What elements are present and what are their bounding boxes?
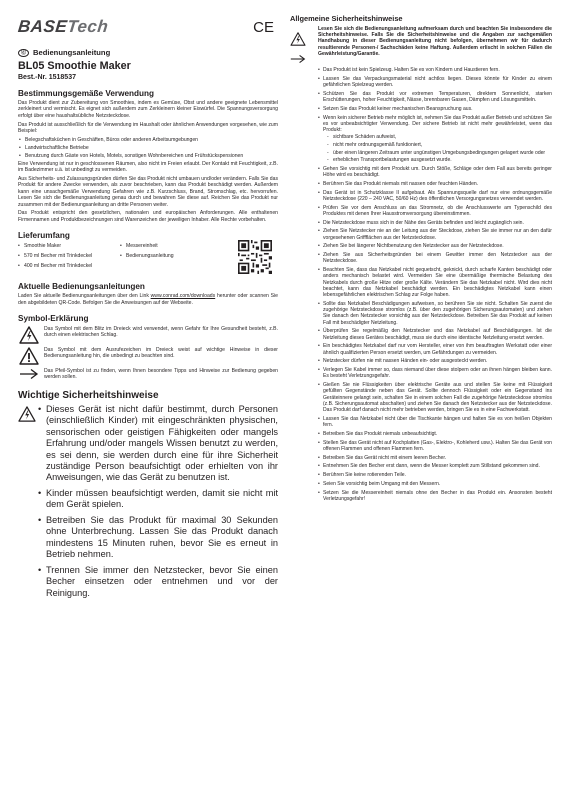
order-number: Best.-Nr. 1518537	[18, 74, 76, 81]
list-item: • 400 ml Becher mit Trinkdeckel	[18, 263, 120, 269]
list-item: • Trennen Sie immer den Netzstecker, bevor Sie einen Becher einsetzen oder entnehmen und vor der Reinigung.	[38, 565, 278, 599]
list-item: • Das Produkt ist kein Spielzeug. Halten Sie es von Kindern und Haustieren fern.	[318, 67, 552, 73]
general-safety-intro	[290, 26, 552, 64]
list-item: • Gießen Sie nie Flüssigkeiten über elektrische Geräte aus und stellen Sie keine mit Flüssigkeit gefüllten Gegenstände neben das Gerät. Sollte dennoch Flüssigkeit oder ein Gegenstand ins Geräteinnere gelangt sein, schalten Sie in einem solchen Fall die zugehörige Netzsteckdose stromlos (z.B. Sicherungsautomat abschalten) und ziehen Sie danach den Netzstecker aus der Netzsteckdose. Das Produkt darf danach nicht mehr betrieben werden, bringen Sie es in eine Fachwerkstatt.	[318, 382, 552, 413]
intended-use-text-3: Eine Verwendung ist nur in geschlossenen Räumen, also nicht im Freien erlaubt. Der Kontakt mit Feuchtigkeit, z.B. im Badezimmer u.ä. ist unbedingt zu vermeiden.	[18, 160, 278, 174]
list-item: • Berühren Sie das Produkt niemals mit nassen oder feuchten Händen.	[318, 181, 552, 187]
symbol-text-exclamation: Das Symbol mit dem Ausrufezeichen im Dreieck weist auf wichtige Hinweise in dieser Bedienungsanleitung hin, die unbedingt zu beachten sind.	[44, 347, 278, 360]
symbol-row-arrow	[18, 368, 278, 381]
list-item: - nicht mehr ordnungsgemäß funktioniert,	[327, 142, 552, 148]
exclamation-warning-icon	[19, 347, 39, 365]
general-safety-intro-text: Lesen Sie sich die Bedienungsanleitung aufmerksam durch und beachten Sie insbesondere die Sicherheitshinweise. Falls Sie die Sicherheitshinweise und die Angaben zur sachgemäßen Handhabung in dieser Bedienungsanleitung nicht befolgen, übernehmen wir für dadurch resultierende Personen-/ Sachschäden keine Haftung. Außerdem erlischt in solchen Fällen die Gewährleistung/Garantie.	[318, 26, 552, 57]
list-item: • Betreiben Sie das Gerät nicht mit einem leeren Becher.	[318, 455, 552, 461]
list-item: - sichtbare Schäden aufweist,	[327, 134, 552, 140]
list-item: - erheblichen Transportbelastungen ausgesetzt wurde.	[327, 157, 552, 163]
list-item: • Prüfen Sie vor dem Anschluss an das Stromnetz, ob die Anschlusswerte am Typenschild des Produktes mit denen Ihrer Hausstromversorgung übereinstimmen.	[318, 205, 552, 218]
list-item: • Belegschaftsküchen in Geschäften, Büros oder anderen Arbeitsumgebungen	[18, 137, 278, 143]
list-item: • Ziehen Sie Netzstecker nie an der Leitung aus der Steckdose, ziehen Sie sie immer nur an den dafür vorgesehenen Griffflächen aus der Netzsteckdose.	[318, 228, 552, 241]
manuals-heading: Aktuelle Bedienungsanleitungen	[18, 282, 145, 292]
general-safety-heading: Allgemeine Sicherheitshinweise	[290, 14, 403, 23]
list-item: • Netzstecker dürfen nie mit nassen Händen ein- oder ausgesteckt werden.	[318, 358, 552, 364]
list-item: • Setzen Sie die Messereinheit niemals ohne den Becher in das Produkt ein. Ansonsten besteht Verletzungsgefahr!	[318, 490, 552, 503]
operating-manual-label: Bedienungsanleitung	[33, 48, 111, 57]
safety-list	[38, 404, 278, 603]
list-item: • Setzen Sie das Produkt keiner mechanischen Beanspruchung aus.	[318, 106, 552, 112]
intended-use-text-4: Aus Sicherheits- und Zulassungsgründen dürfen Sie das Produkt nicht umbauen und/oder verändern. Falls Sie das Produkt für andere Zwecke verwenden, als zuvor beschrieben, kann das Produkt beschädigt werden. Außerdem kann eine unsachgemäße Verwendung Gefahren wie z.B. Kurzschluss, Brand, Stromschlag, etc. hervorrufen. Lesen Sie sich die Bedienungsanleitung genau durch und bewahren Sie diese auf. Reichen Sie das Produkt nur zusammen mit der Bedienungsanleitung an dritte Personen weiter.	[18, 176, 278, 208]
downloads-link[interactable]: www.conrad.com/downloads	[150, 293, 216, 300]
list-item: • Benutzung durch Gäste von Hotels, Motels, sonstigen Wohnbereichen und Frühstückspensionen	[18, 153, 278, 159]
list-item: • Verlegen Sie Kabel immer so, dass niemand über diese stolpern oder an ihnen hängen bleiben kann. Es besteht Verletzungsgefahr.	[318, 367, 552, 380]
symbols-heading: Symbol-Erklärung	[18, 314, 89, 324]
safety-heading: Wichtige Sicherheitshinweise	[18, 389, 159, 401]
list-item: • Berühren Sie keine rotierenden Teile.	[318, 472, 552, 478]
manuals-text: Laden Sie aktuelle Bedienungsanleitungen über den Link www.conrad.com/downloads herunter oder scannen Sie den abgebildeten QR-Code. Befolgen Sie die Anweisungen auf der Webseite.	[18, 293, 278, 306]
list-item: • Ziehen Sie aus Sicherheitsgründen bei einem Gewitter immer den Netzstecker aus der Netzsteckdose.	[318, 252, 552, 265]
list-item: • Smoothie Maker	[18, 243, 120, 249]
operating-manual-line	[18, 48, 278, 57]
list-item: • Entnehmen Sie den Becher erst dann, wenn die Messer komplett zum Stillstand gekommen sind.	[318, 463, 552, 469]
unsafe-conditions-list	[327, 134, 552, 163]
list-item: • Gehen Sie vorsichtig mit dem Produkt um. Durch Stöße, Schläge oder dem Fall aus bereits geringer Höhe wird es beschädigt.	[318, 166, 552, 179]
list-item: • Seien Sie vorsichtig beim Umgang mit den Messern.	[318, 481, 552, 487]
lightning-warning-icon	[19, 326, 39, 344]
intended-use-text-2: Das Produkt ist ausschließlich für die Verwendung im Haushalt oder ähnlichen Anwendungen vorgesehen, wie zum Beispiel:	[18, 121, 278, 135]
header	[18, 12, 278, 42]
list-item: • Lassen Sie das Netzkabel nicht über die Tischkante hängen und halten Sie es von heißen Objekten fern.	[318, 416, 552, 429]
arrow-tip-icon	[290, 54, 306, 64]
symbol-text-arrow: Das Pfeil-Symbol ist zu finden, wenn Ihnen besondere Tipps und Hinweise zur Bedienung gegeben werden sollen.	[44, 368, 278, 381]
symbol-text-lightning: Das Symbol mit dem Blitz im Dreieck wird verwendet, wenn Gefahr für Ihre Gesundheit besteht, z.B. durch einen elektrischen Schlag.	[44, 326, 278, 339]
list-item: • Lassen Sie das Verpackungsmaterial nicht achtlos liegen. Dieses könnte für Kinder zu einem gefährlichen Spielzeug werden.	[318, 76, 552, 89]
arrow-tip-icon	[19, 368, 39, 380]
ce-mark: CE	[253, 18, 274, 36]
list-item: • Beachten Sie, dass das Netzkabel nicht gequetscht, geknickt, durch scharfe Kanten beschädigt oder anders mechanisch belastet wird. Vermeiden Sie eine übermäßige thermische Belastung des Netzkabels durch große Hitze oder große Kälte. Verändern Sie das Netzkabel nicht. Wird dies nicht beachtet, kann das Netzkabel beschädigt werden. Ein beschädigtes Netzkabel kann einen lebensgefährlichen elektrischen Schlag zur Folge haben.	[318, 267, 552, 298]
qr-code-icon[interactable]	[238, 240, 272, 274]
operating-manual-icon: ⓓ	[18, 49, 29, 57]
list-item: • Ziehen Sie bei längerer Nichtbenutzung den Netzstecker aus der Netzsteckdose.	[318, 243, 552, 249]
safety-block	[18, 404, 278, 603]
delivery-heading: Lieferumfang	[18, 231, 70, 241]
list-item: • Stellen Sie das Gerät nicht auf Kochplatten (Gas-, Elektro-, Kohleherd usw.). Halten Sie das Gerät von offenen Flammen und offenen Flammen fern.	[318, 440, 552, 453]
list-item: • Messereinheit	[120, 243, 222, 249]
brand-logo: BASETech	[17, 17, 110, 36]
list-item: • Wenn kein sicherer Betrieb mehr möglich ist, nehmen Sie das Produkt außer Betrieb und schützen Sie es vor unbeabsichtigter Verwendung. Der sichere Betrieb ist nicht mehr gewährleistet, wenn das Produkt: - sichtbare Schäden aufweist, - nicht mehr ordnungsgemäß funktioniert, - über einen längeren Zeitraum unter ungünstigen Umgebungsbedingungen gelagert wurde oder - erheblichen Transportbelastungen ausgesetzt wurde.	[318, 115, 552, 164]
symbol-row-exclamation	[18, 347, 278, 365]
list-item: • Ein beschädigtes Netzkabel darf nur vom Hersteller, einer von ihm beauftragten Werkstatt oder einer ähnlich qualifizierten Person ersetzt werden, um Gefährdungen zu vermeiden.	[318, 343, 552, 356]
intended-use-list	[18, 137, 278, 159]
right-column	[290, 12, 552, 505]
list-item: • Betreiben Sie das Produkt niemals unbeaufsichtigt.	[318, 431, 552, 437]
list-item: • Dieses Gerät ist nicht dafür bestimmt, durch Personen (einschließlich Kinder) mit eingeschränkten physischen, sensorischen oder geistigen Fähigkeiten oder mangels Erfahrung und/oder mangels Wissen benutzt zu werden, es sei denn, sie werden durch eine für ihre Sicherheit zuständige Person beaufsichtigt oder erhielten von ihr Anweisungen, wie das Gerät zu benutzen ist.	[38, 404, 278, 484]
list-item: • Schützen Sie das Produkt vor extremen Temperaturen, direktem Sonnenlicht, starken Erschütterungen, hoher Feuchtigkeit, Nässe, brennbaren Gasen, Dämpfen und Lösungsmitteln.	[318, 91, 552, 104]
left-column	[18, 12, 278, 603]
list-item: • Überprüfen Sie regelmäßig den Netzstecker und das Netzkabel auf Beschädigungen. Ist die Netzleitung dieses Gerätes beschädigt, muss sie durch eine identische Netzleitung ersetzt werden.	[318, 328, 552, 341]
symbol-row-lightning	[18, 326, 278, 344]
list-item: • Das Gerät ist in Schutzklasse II aufgebaut. Als Spannungsquelle darf nur eine ordnungsgemäße Netzsteckdose (220 – 240 VAC, 50/60 Hz) des öffentlichen Versorgungsnetzes verwendet werden.	[318, 190, 552, 203]
lightning-warning-icon	[290, 32, 306, 46]
list-item: • Landwirtschaftliche Betriebe	[18, 145, 278, 151]
intended-use-text-1: Das Produkt dient zur Zubereitung von Smoothies, indem es Gemüse, Obst und andere geeignete Lebensmittel zerkleinert und vermischt. Es eignet sich außerdem zum Zerkleinern kleiner Eiswürfel. Die Spannungsversorgung erfolgt über eine haushaltsübliche Netzsteckdose.	[18, 100, 278, 119]
delivery-contents	[18, 243, 278, 274]
intended-use-text-5: Das Produkt entspricht den gesetzlichen, nationalen und europäischen Anforderungen. Alle enthaltenen Firmennamen und Produktbezeichnungen sind Warenzeichen der jeweiligen Inhaber. Alle Rechte vorbehalten.	[18, 210, 278, 223]
list-item: • Bedienungsanleitung	[120, 253, 222, 259]
list-item: • Betreiben Sie das Produkt für maximal 30 Sekunden ohne Unterbrechung. Lassen Sie das Produkt danach mindestens 15 Minuten ruhen, bevor Sie es erneut in Betrieb nehmen.	[38, 515, 278, 561]
list-item: • Kinder müssen beaufsichtigt werden, damit sie nicht mit dem Gerät spielen.	[38, 488, 278, 511]
intended-use-heading: Bestimmungsgemäße Verwendung	[18, 89, 155, 98]
list-item: - über einen längeren Zeitraum unter ungünstigen Umgebungsbedingungen gelagert wurde oder	[327, 150, 552, 156]
lightning-warning-icon	[18, 406, 36, 422]
product-title: BL05 Smoothie Maker	[18, 60, 131, 72]
general-safety-list	[318, 67, 552, 502]
list-item: • 570 ml Becher mit Trinkdeckel	[18, 253, 120, 259]
list-item: • Die Netzsteckdose muss sich in der Nähe des Geräts befinden und leicht zugänglich sein.	[318, 220, 552, 226]
list-item: • Sollte das Netzkabel Beschädigungen aufweisen, so berühren Sie sie nicht. Schalten Sie zuerst die zugehörige Netzsteckdose stromlos (z.B. über den zugehörigen Sicherungsautomaten) und ziehen Sie danach den Netzstecker vorsichtig aus der Netzsteckdose. Betreiben Sie das Produkt auf keinen Fall mit beschädigter Netzleitung.	[318, 301, 552, 326]
